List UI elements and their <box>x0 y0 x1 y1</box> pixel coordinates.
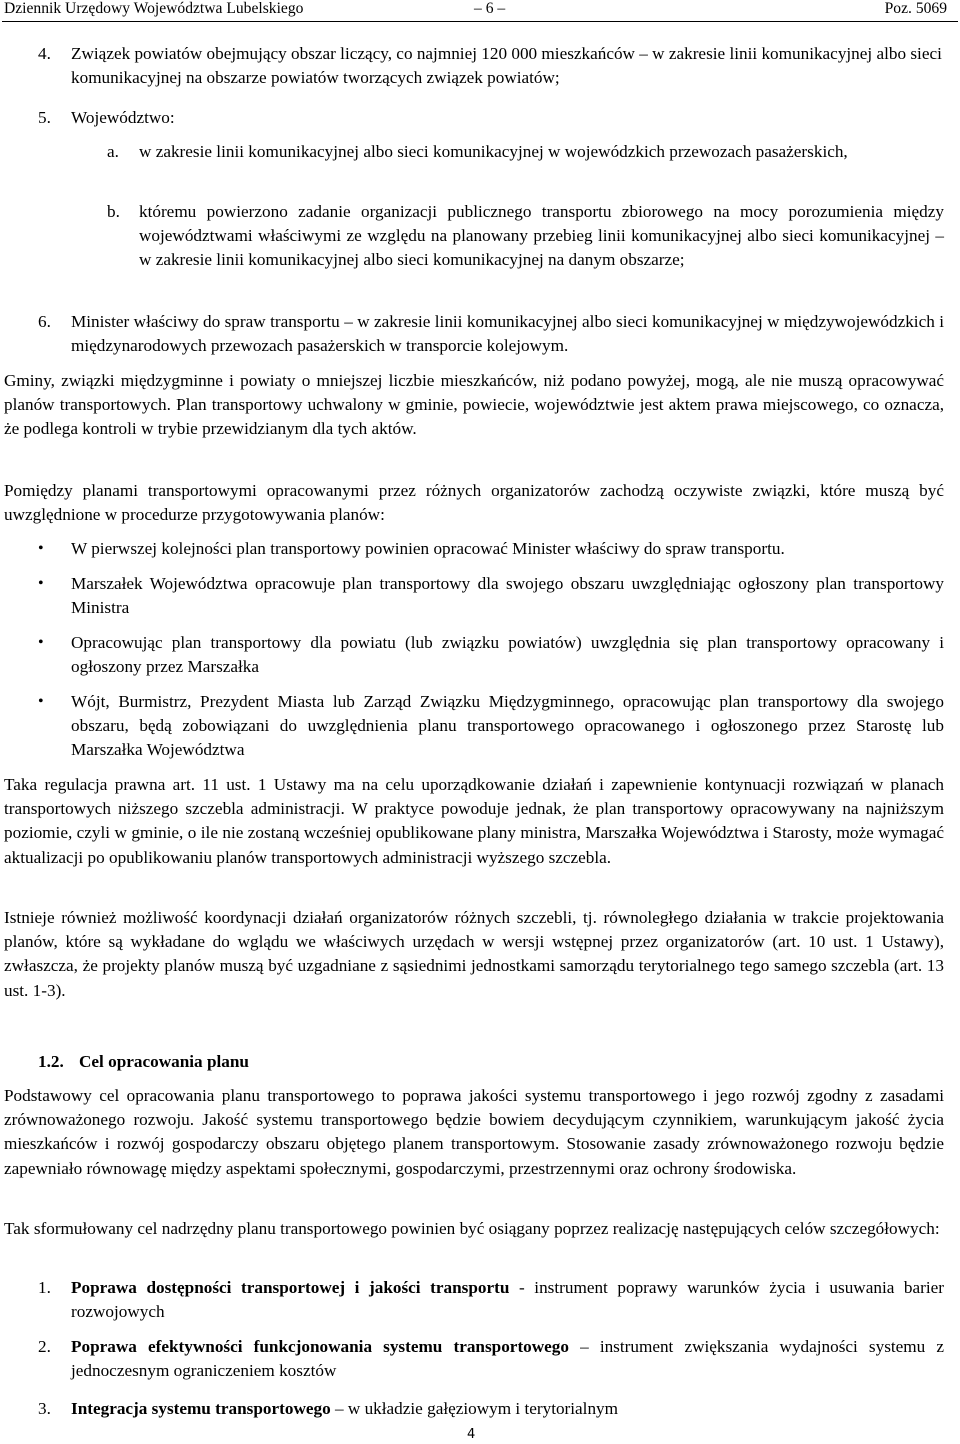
goal-number: 3. <box>38 1399 51 1418</box>
sub-item-text: w zakresie linii komunikacyjnej albo sieci komunikacyjnej w wojewódzkich przewozach pasażerskich, <box>139 142 848 161</box>
list-item-text: Województwo: <box>71 108 175 127</box>
list-item-number: 4. <box>38 44 51 63</box>
goal-number: 2. <box>38 1337 51 1356</box>
bullet-icon: • <box>38 540 44 557</box>
bullet-text: Opracowując plan transportowy dla powiatu (lub związku powiatów) uwzględnia się plan transportowy opracowany i ogłoszony przez Marszałka <box>71 633 944 677</box>
goal-title: Integracja systemu transportowego <box>71 1399 331 1418</box>
header-page-marker: – 6 – <box>474 0 506 17</box>
header-position: Poz. 5069 <box>884 0 947 17</box>
paragraph: Tak sformułowany cel nadrzędny planu transportowego powinien być osiągany poprzez realizację następujących celów szczegółowych: <box>4 1219 940 1238</box>
list-item-text: Minister właściwy do spraw transportu – w zakresie linii komunikacyjnej albo sieci komunikacyjnej w międzywojewódzkich i międzynarodowych przewozach pasażerskich w transporcie kolejowym. <box>71 312 944 356</box>
list-item-text: Związek powiatów obejmujący obszar liczący, co najmniej 120 000 mieszkańców – w zakresie linii komunikacyjnej albo sieci komunikacyjnej na obszarze powiatów tworzących związek powiatów; <box>71 44 942 88</box>
header-journal-title: Dziennik Urzędowy Województwa Lubelskiego <box>4 0 304 17</box>
paragraph: Istnieje również możliwość koordynacji działań organizatorów różnych szczebli, tj. równoległego działania w trakcie projektowania planów, które są wykładane do wglądu we właściwych urzędach w wersji wstępnej przez organizatorów (art. 10 ust. 1 Ustawy), zwłaszcza, że projekty planów muszą być uzgadniane z sąsiednimi jednostkami samorządu terytorialnego tego samego szczebla (art. 13 ust. 1-3). <box>4 908 944 1000</box>
bullet-icon: • <box>38 575 44 592</box>
paragraph: Pomiędzy planami transportowymi opracowanymi przez różnych organizatorów zachodzą oczywiste związki, które muszą być uwzględnione w procedurze przygotowywania planów: <box>4 481 944 525</box>
bullet-text: Marszałek Województwa opracowuje plan transportowy dla swojego obszaru uwzględniając ogłoszony plan transportowy Ministra <box>71 574 944 618</box>
goal-title: Poprawa efektywności funkcjonowania systemu transportowego <box>71 1337 569 1356</box>
bullet-icon: • <box>38 634 44 651</box>
section-title: Cel opracowania planu <box>79 1052 249 1071</box>
goal-description: – instrument zwiększania wydajności systemu z jednoczesnym ograniczeniem kosztów <box>71 1337 944 1381</box>
page-header <box>4 0 947 21</box>
bullet-text: W pierwszej kolejności plan transportowy powinien opracować Minister właściwy do spraw transportu. <box>71 539 785 558</box>
bullet-text: Wójt, Burmistrz, Prezydent Miasta lub Zarząd Związku Międzygminnego, opracowując plan transportowy dla swojego obszaru, będą zobowiązani do uwzględnienia planu transportowego opracowanego i ogłoszonego przez Starostę lub Marszałka Województwa <box>71 692 944 760</box>
goal-text <box>71 1335 944 1383</box>
header-rule <box>2 21 958 22</box>
sub-item-letter: b. <box>107 202 120 221</box>
sub-item-letter: a. <box>107 142 119 161</box>
paragraph: Taka regulacja prawna art. 11 ust. 1 Ustawy ma na celu uporządkowanie działań i zapewnienie kontynuacji rozwiązań w planach transportowych niższego szczebla administracji. W praktyce powoduje jednak, że plan transportowy opracowywany na najniższym poziomie, czyli w gminie, o ile nie zostaną wcześniej opublikowane plany ministra, Marszałka Województwa i Starosty, może wymagać aktualizacji po opublikowaniu planów transportowych administracji wyższego szczebla. <box>4 775 944 867</box>
list-item-number: 5. <box>38 108 51 127</box>
goal-text <box>71 1397 944 1421</box>
paragraph: Gminy, związki międzygminne i powiaty o mniejszej liczbie mieszkańców, niż podano powyżej, mogą, ale nie muszą opracowywać planów transportowych. Plan transportowy uchwalony w gminie, powiecie, województwie jest aktem prawa miejscowego, co oznacza, że podlega kontroli w trybie przewidzianym dla tych aktów. <box>4 371 944 439</box>
goal-text <box>71 1276 944 1324</box>
paragraph: Podstawowy cel opracowania planu transportowego to poprawa jakości systemu transportowego i jego rozwój zgodny z zasadami zrównoważonego rozwoju. Jakość systemu transportowego będzie bowiem decydującym czynnikiem, warunkującym jakość życia mieszkańców i rozwój gospodarczy obszaru objętego planem transportowym. Stosowanie zasady zrównoważonego rozwoju będzie zapewniało równowagę między aspektami społecznymi, gospodarczymi, przestrzennymi oraz ochrony środowiska. <box>4 1086 944 1178</box>
page-number: 4 <box>467 1427 476 1442</box>
goal-number: 1. <box>38 1278 51 1297</box>
goal-description: - instrument poprawy warunków życia i usuwania barier rozwojowych <box>71 1278 944 1322</box>
goal-title: Poprawa dostępności transportowej i jakości transportu <box>71 1278 510 1297</box>
sub-item-text: któremu powierzono zadanie organizacji publicznego transportu zbiorowego na mocy porozumienia między województwami właściwymi ze względu na planowany przebieg linii komunikacyjnej albo sieci komunikacyjnej – w zakresie linii komunikacyjnej albo sieci komunikacyjnej na danym obszarze; <box>139 202 944 270</box>
list-item-number: 6. <box>38 312 51 331</box>
goal-description: – w układzie gałęziowym i terytorialnym <box>330 1399 619 1418</box>
section-number: 1.2. <box>38 1052 64 1071</box>
bullet-icon: • <box>38 693 44 710</box>
